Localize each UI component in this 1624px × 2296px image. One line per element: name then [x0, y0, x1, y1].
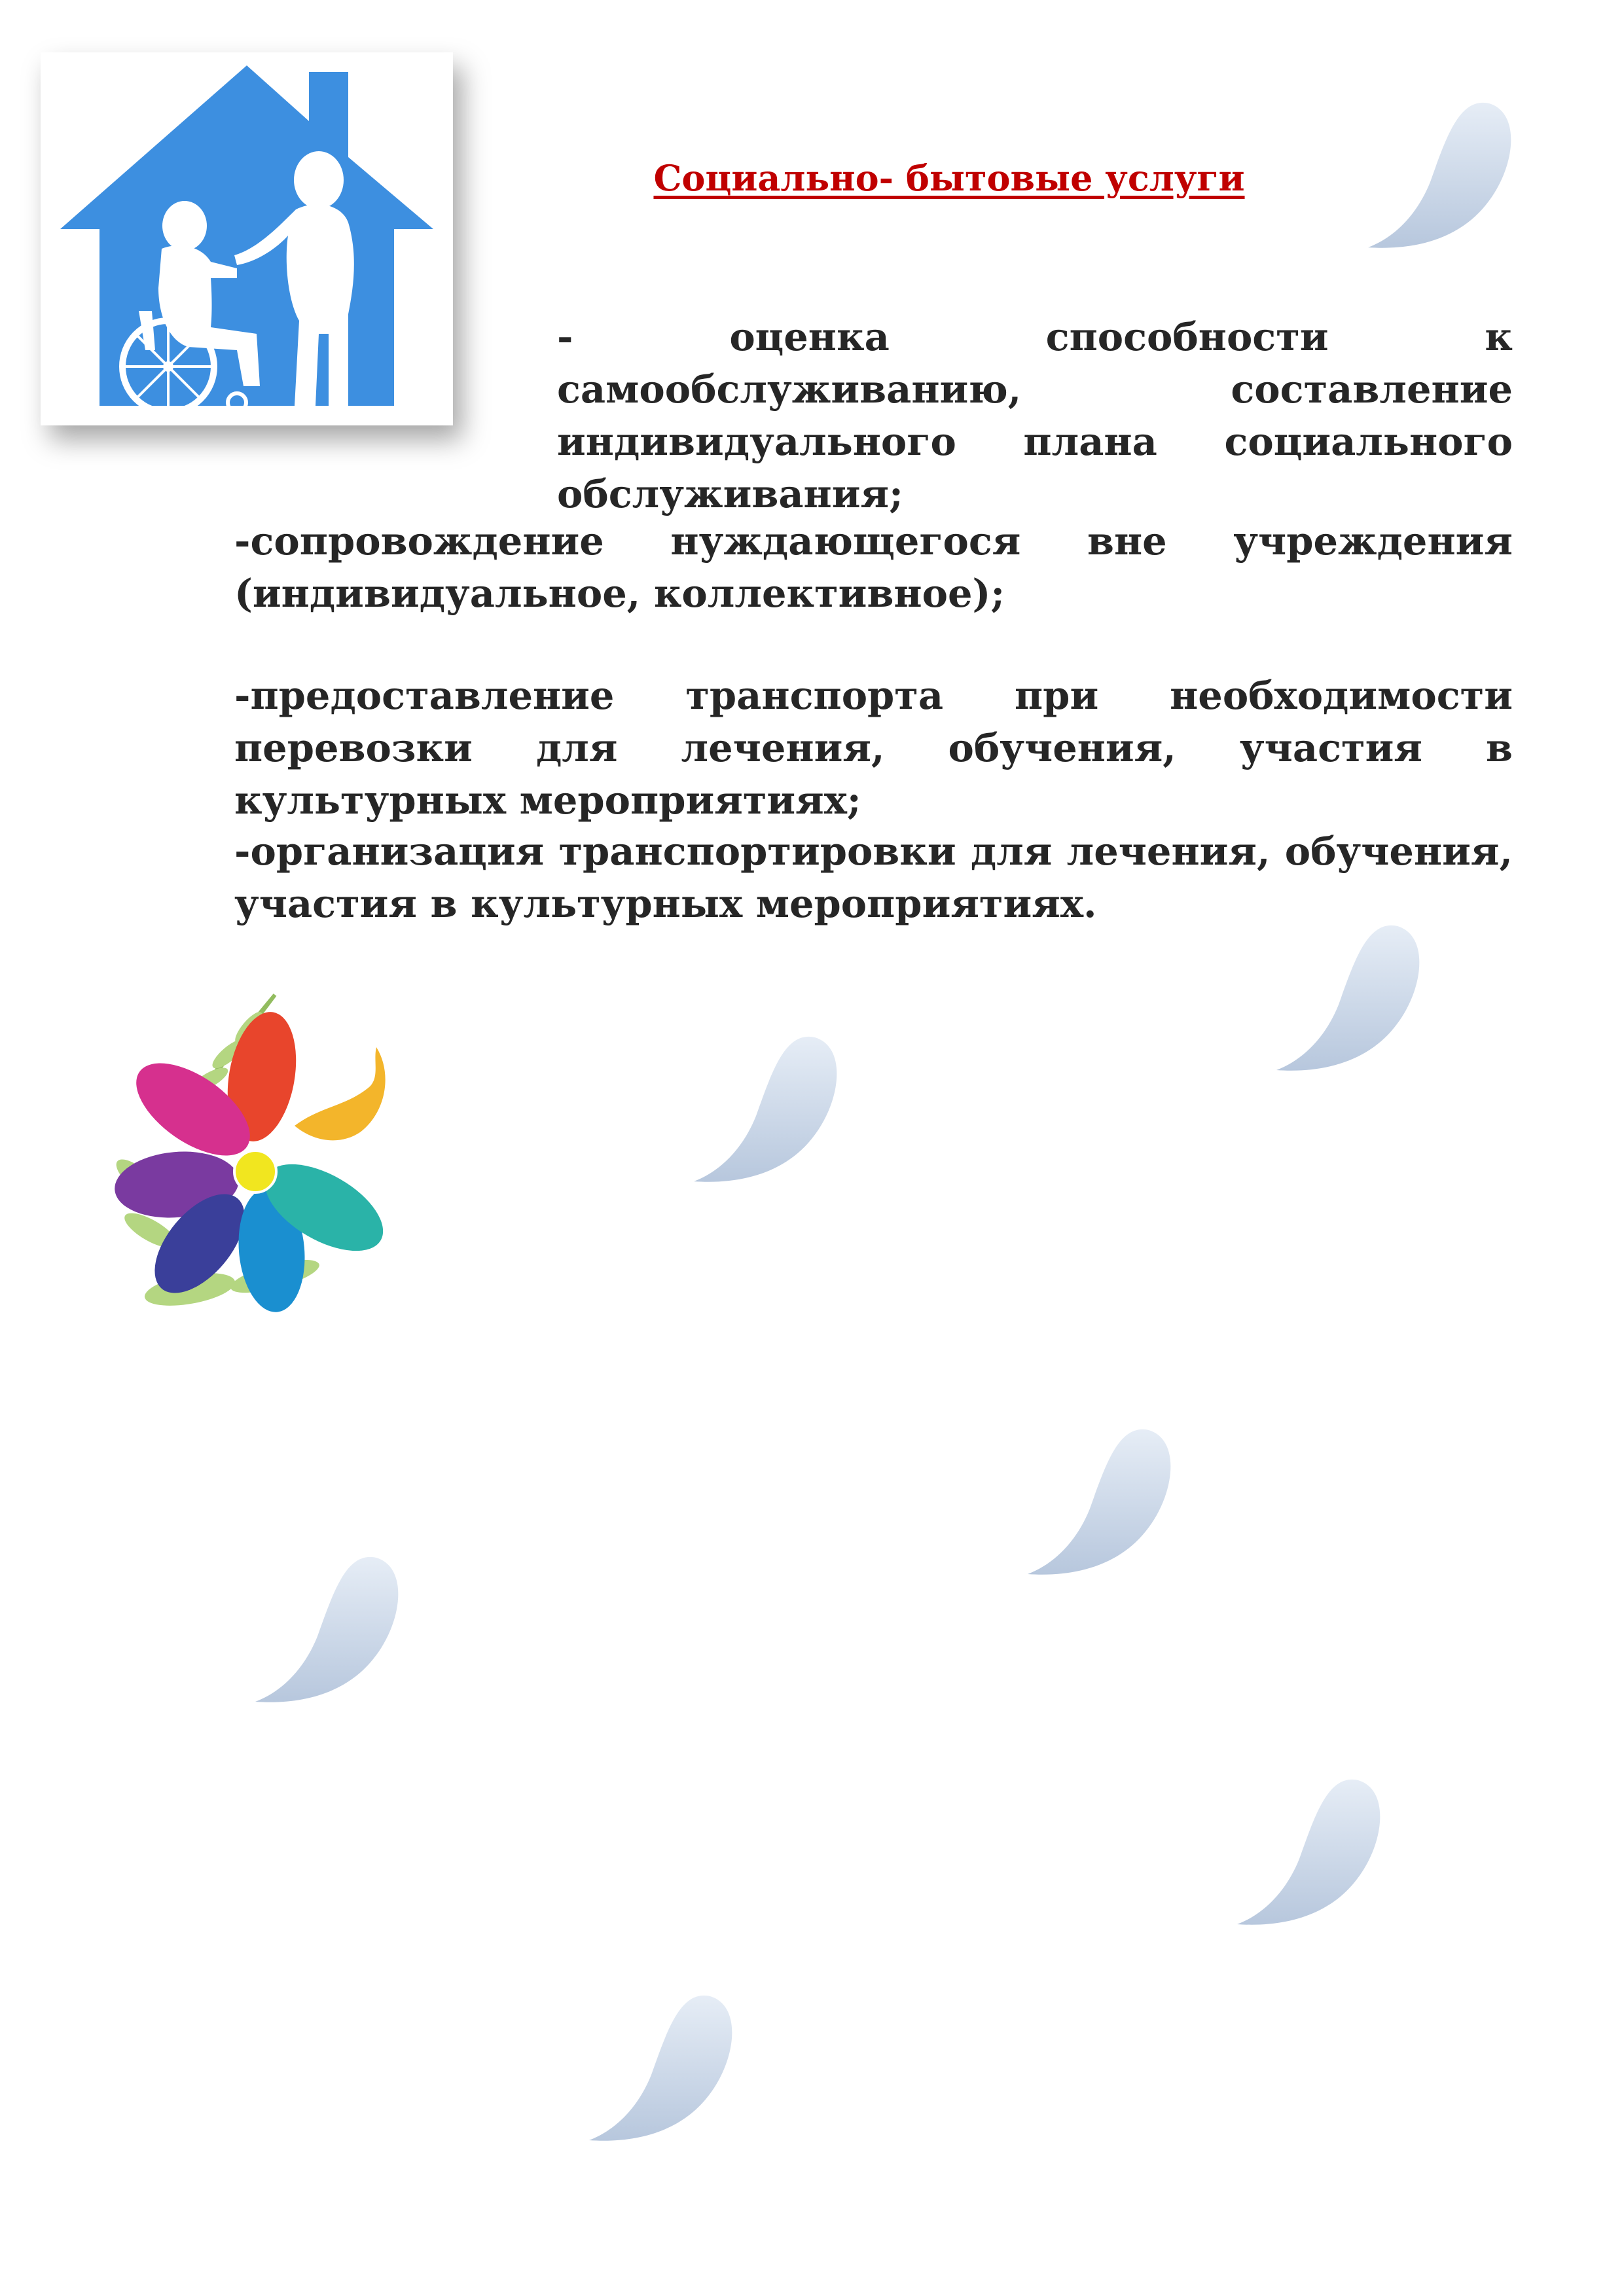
- service-item: -сопровождение нуждающегося вне учреждения (индивидуальное, коллективное);: [234, 518, 1513, 616]
- service-item: - оценка способности к самообслуживанию, составление индивидуального плана социального обслуживания;: [557, 314, 1513, 516]
- flower-logo-icon: [111, 982, 399, 1316]
- page-title: Социально- бытовые услуги: [653, 157, 1245, 199]
- droplet-icon: [681, 1031, 851, 1208]
- droplet-icon: [1355, 97, 1525, 274]
- house-logo-image: [41, 52, 453, 425]
- droplet-icon: [1263, 920, 1434, 1096]
- service-item: -организация транспортировки для лечения, обучения, участия в культурных мероприятиях.: [234, 829, 1513, 926]
- droplet-icon: [242, 1551, 412, 1728]
- droplet-icon: [1015, 1424, 1185, 1600]
- house-caregiver-wheelchair-icon: [41, 52, 453, 425]
- service-item: -предоставление транспорта при необходимости перевозки для лечения, обучения, участия в культурных мероприятиях;: [234, 673, 1513, 823]
- droplet-icon: [1224, 1774, 1394, 1950]
- droplet-icon: [576, 1990, 746, 2166]
